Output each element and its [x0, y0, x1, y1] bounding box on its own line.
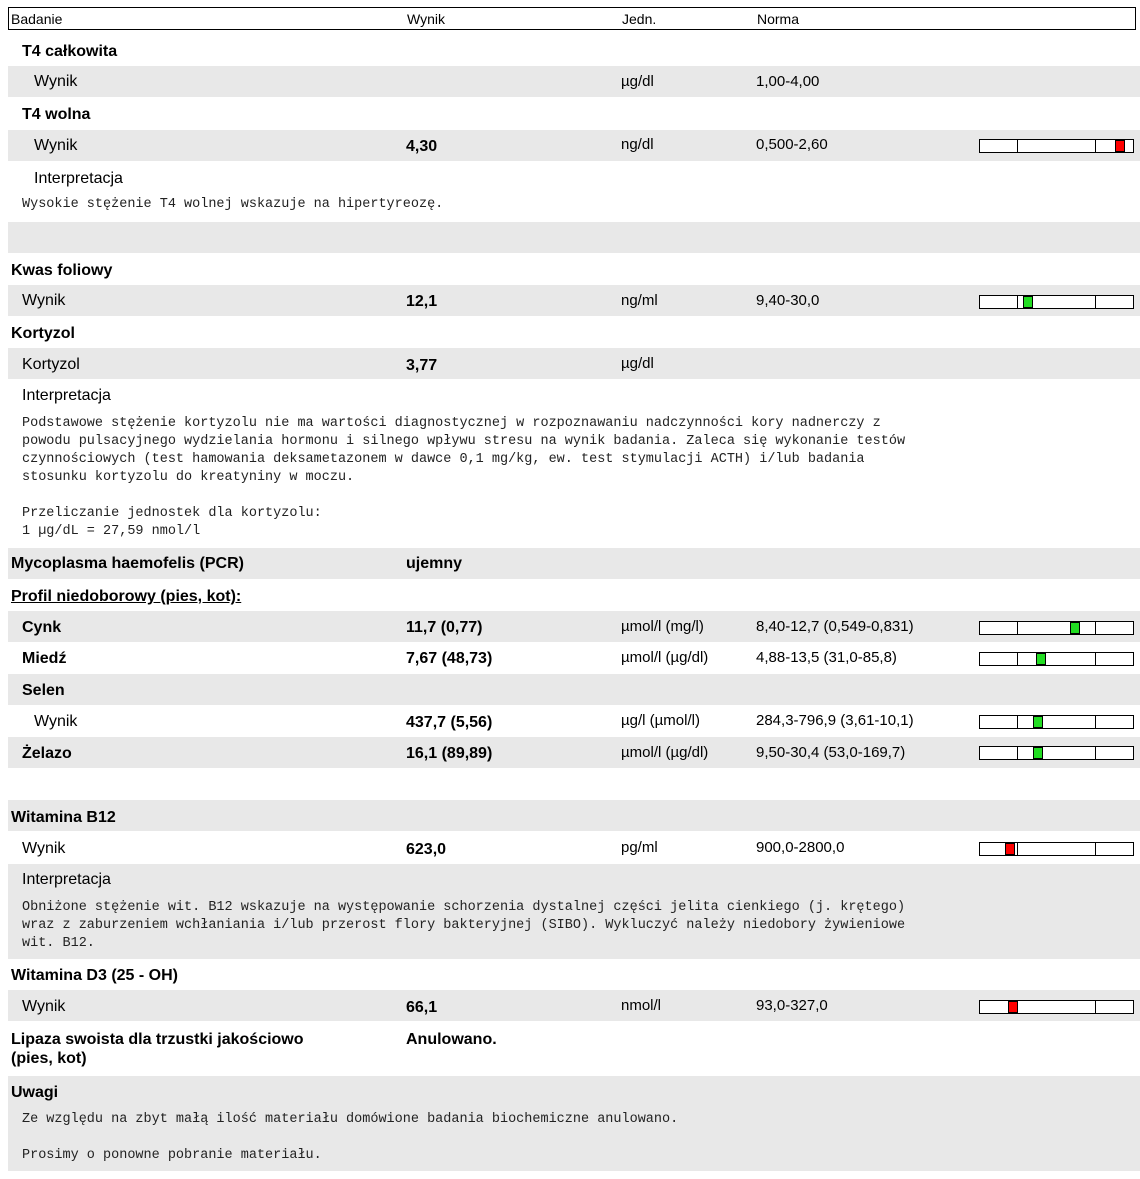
range-marker [1024, 297, 1032, 307]
zinc-unit: µmol/l (mg/l) [621, 618, 704, 635]
lipase-title-line1: Lipaza swoista dla trzustki jakościowo [11, 1031, 304, 1048]
range-bar [979, 1000, 1134, 1014]
cortisol-interp-text: Podstawowe stężenie kortyzolu nie ma wartości diagnostycznej w rozpoznawaniu nadczynności kory nadnerczy z powodu pulsacyjnego wydzielania hormonu i silnego wpływu stresu na wynik badania. Zaleca się wykonanie testów czynnościowych (test hamowania deksametazonem w dawce 0,1 mg/kg, ew. test stymulacji ACTH) i/lub badania stosunku kortyzolu do kreatyniny w moczu. Przeliczanie jednostek dla kortyzolu: 1 µg/dL = 27,59 nmol/l [22, 416, 906, 539]
iron-title: Żelazo [22, 745, 72, 762]
mycoplasma-value: ujemny [406, 555, 463, 572]
b12-norm: 900,0-2800,0 [756, 839, 845, 856]
row-bg [8, 348, 1140, 379]
t4-free-interp-text: Wysokie stężenie T4 wolnej wskazuje na hipertyreozę. [22, 197, 444, 212]
b12-title: Witamina B12 [11, 809, 116, 826]
range-bar [979, 295, 1134, 309]
header-test: Badanie [11, 11, 63, 27]
zinc-norm: 8,40-12,7 (0,549-0,831) [756, 618, 914, 635]
range-bar [979, 139, 1134, 153]
table-header [8, 7, 1136, 30]
selenium-norm: 284,3-796,9 (3,61-10,1) [756, 712, 914, 729]
range-marker [1116, 141, 1124, 151]
selenium-title: Selen [22, 682, 65, 699]
t4-total-label: Wynik [34, 73, 78, 90]
t4-free-norm: 0,500-2,60 [756, 136, 828, 153]
t4-free-value: 4,30 [406, 138, 438, 155]
notes-title: Uwagi [11, 1084, 59, 1101]
row-bg [8, 674, 1140, 705]
row-bg [8, 66, 1140, 97]
zinc-title: Cynk [22, 619, 62, 636]
zinc-value: 11,7 (0,77) [406, 619, 483, 636]
row-bg [8, 990, 1140, 1021]
b12-label: Wynik [22, 840, 66, 857]
row-bg [8, 130, 1140, 161]
copper-unit: µmol/l (µg/dl) [621, 649, 709, 666]
cortisol-unit: µg/dl [621, 355, 654, 372]
folic-norm: 9,40-30,0 [756, 292, 820, 309]
notes-text: Ze względu na zbyt małą ilość materiału domówione badania biochemiczne anulowano. Prosimy o ponowne pobranie materiału. [22, 1112, 679, 1163]
range-bar [979, 715, 1134, 729]
selenium-value: 437,7 (5,56) [406, 714, 493, 731]
range-bar [979, 652, 1134, 666]
d3-unit: nmol/l [621, 997, 662, 1014]
cortisol-value: 3,77 [406, 357, 438, 374]
range-marker [1009, 1002, 1017, 1012]
mycoplasma-title: Mycoplasma haemofelis (PCR) [11, 555, 244, 572]
row-bg [8, 222, 1140, 253]
d3-label: Wynik [22, 998, 66, 1015]
iron-norm: 9,50-30,4 (53,0-169,7) [756, 744, 906, 761]
selenium-label: Wynik [34, 713, 78, 730]
folic-label: Wynik [22, 292, 66, 309]
header-result: Wynik [407, 11, 445, 27]
t4-free-label: Wynik [34, 137, 78, 154]
row-bg [8, 285, 1140, 316]
t4-free-interp-label: Interpretacja [34, 170, 123, 187]
t4-free-unit: ng/dl [621, 136, 654, 153]
range-bar [979, 746, 1134, 760]
t4-total-unit: µg/dl [621, 73, 654, 90]
folic-value: 12,1 [406, 293, 438, 310]
iron-value: 16,1 (89,89) [406, 745, 493, 762]
row-bg [8, 611, 1140, 642]
copper-norm: 4,88-13,5 (31,0-85,8) [756, 649, 897, 666]
d3-value: 66,1 [406, 999, 438, 1016]
lipase-value: Anulowano. [406, 1031, 497, 1048]
header-unit: Jedn. [622, 11, 657, 27]
row-bg [8, 737, 1140, 768]
b12-interp-label: Interpretacja [22, 871, 111, 888]
range-marker [1034, 717, 1042, 727]
iron-unit: µmol/l (µg/dl) [621, 744, 709, 761]
row-bg [8, 800, 1140, 831]
t4-total-norm: 1,00-4,00 [756, 73, 820, 90]
b12-value: 623,0 [406, 841, 447, 858]
copper-title: Miedź [22, 650, 67, 667]
t4-free-title: T4 wolna [22, 106, 91, 123]
folic-unit: ng/ml [621, 292, 658, 309]
cortisol-interp-label: Interpretacja [22, 387, 111, 404]
folic-title: Kwas foliowy [11, 262, 113, 279]
selenium-unit: µg/l (µmol/l) [621, 712, 700, 729]
d3-norm: 93,0-327,0 [756, 997, 828, 1014]
range-marker [1034, 748, 1042, 758]
cortisol-title: Kortyzol [11, 325, 75, 342]
range-marker [1006, 844, 1014, 854]
profile-title: Profil niedoborowy (pies, kot): [11, 588, 242, 605]
range-marker [1037, 654, 1045, 664]
range-bar [979, 621, 1134, 635]
range-bar [979, 842, 1134, 856]
b12-unit: pg/ml [621, 839, 658, 856]
header-norm: Norma [757, 11, 800, 27]
range-marker [1071, 623, 1079, 633]
lipase-title-line2: (pies, kot) [11, 1050, 87, 1067]
d3-title: Witamina D3 (25 - OH) [11, 967, 178, 984]
t4-total-title: T4 całkowita [22, 43, 118, 60]
cortisol-label: Kortyzol [22, 356, 80, 373]
copper-value: 7,67 (48,73) [406, 650, 493, 667]
b12-interp-text: Obniżone stężenie wit. B12 wskazuje na występowanie schorzenia dystalnej części jelita cienkiego (j. krętego) wraz z zaburzeniem wchłaniania i/lub przerost flory bakteryjnej (SIBO). Wykluczyć należy niedobory żywieniowe wit. B12. [22, 900, 906, 951]
